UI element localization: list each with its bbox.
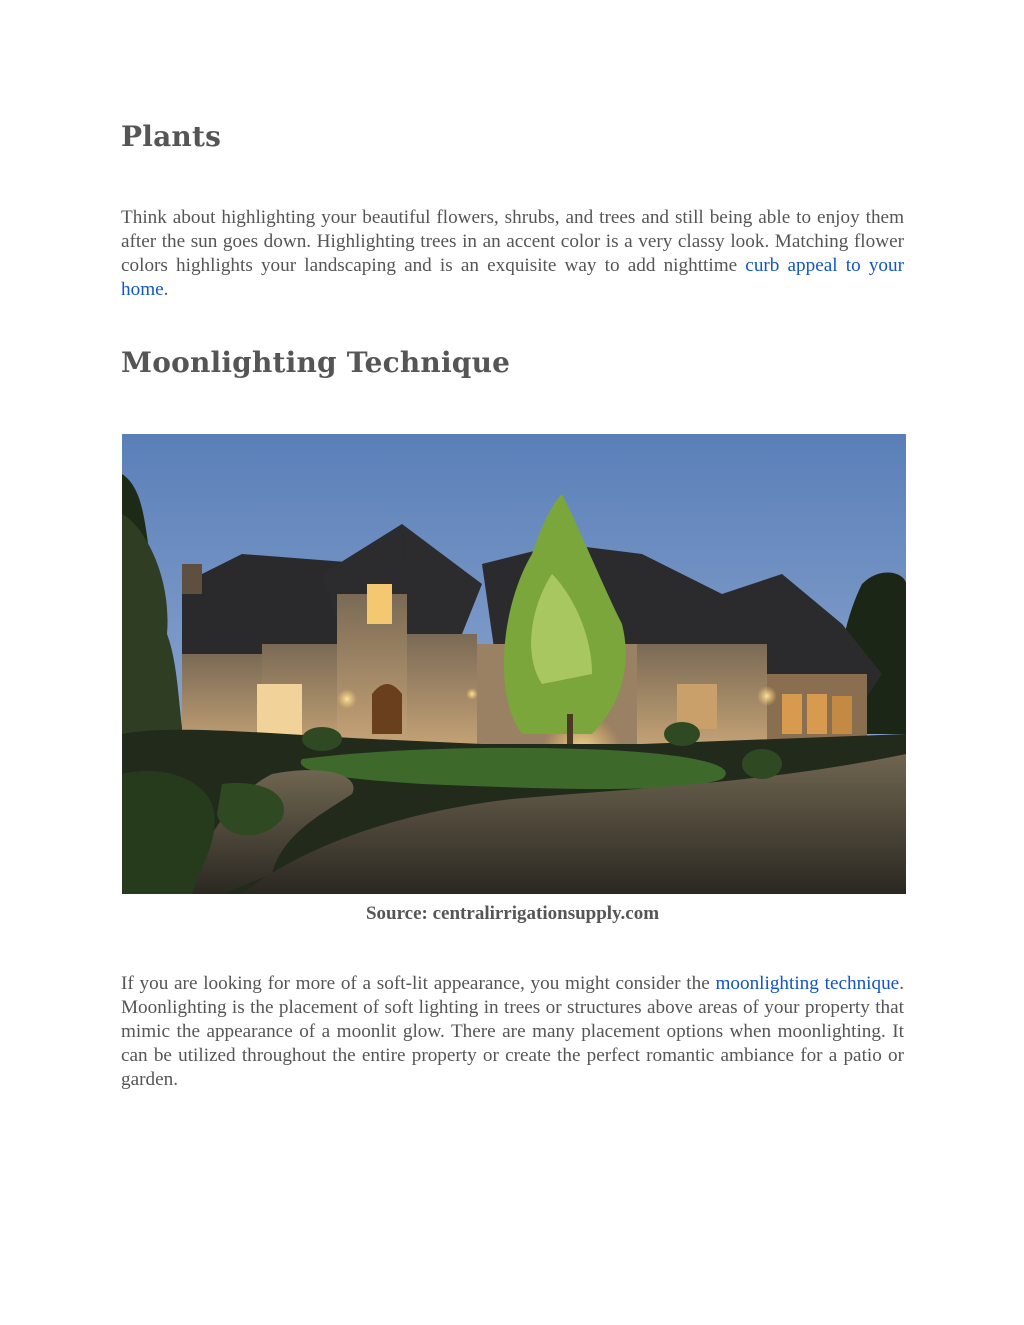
plants-paragraph	[121, 206, 904, 302]
moonlighting-heading: Moonlighting Technique	[121, 346, 511, 379]
curb-appeal-link[interactable]: curb appeal to your home	[121, 255, 905, 300]
moonlighting-technique-link[interactable]: moonlighting technique	[715, 973, 900, 994]
image-caption: Source: centralirrigationsupply.com	[365, 903, 660, 924]
plants-heading: Plants	[121, 120, 222, 153]
moonlighting-paragraph-start: If you are looking for more of a soft-lit appearance, you might consider the	[121, 973, 716, 994]
moonlighting-paragraph	[121, 972, 904, 1092]
house-night-lighting-photo	[122, 434, 906, 894]
plants-paragraph-end: .	[163, 279, 169, 300]
plants-paragraph-text: Think about highlighting your beautiful flowers, shrubs, and trees and still being able to enjoy them after the sun goes down. Highlighting trees in an accent color is a very classy look. Matching flower colors highlights your landscaping and is an exquisite way to add nighttime	[121, 207, 904, 276]
moonlighting-paragraph-rest: . Moonlighting is the placement of soft lighting in trees or structures above areas of your property that mimic the appearance of a moonlit glow. There are many placement options when moonlighting. It can be utilized throughout the entire property or create the perfect romantic ambiance for a patio or garden.	[121, 973, 904, 1090]
